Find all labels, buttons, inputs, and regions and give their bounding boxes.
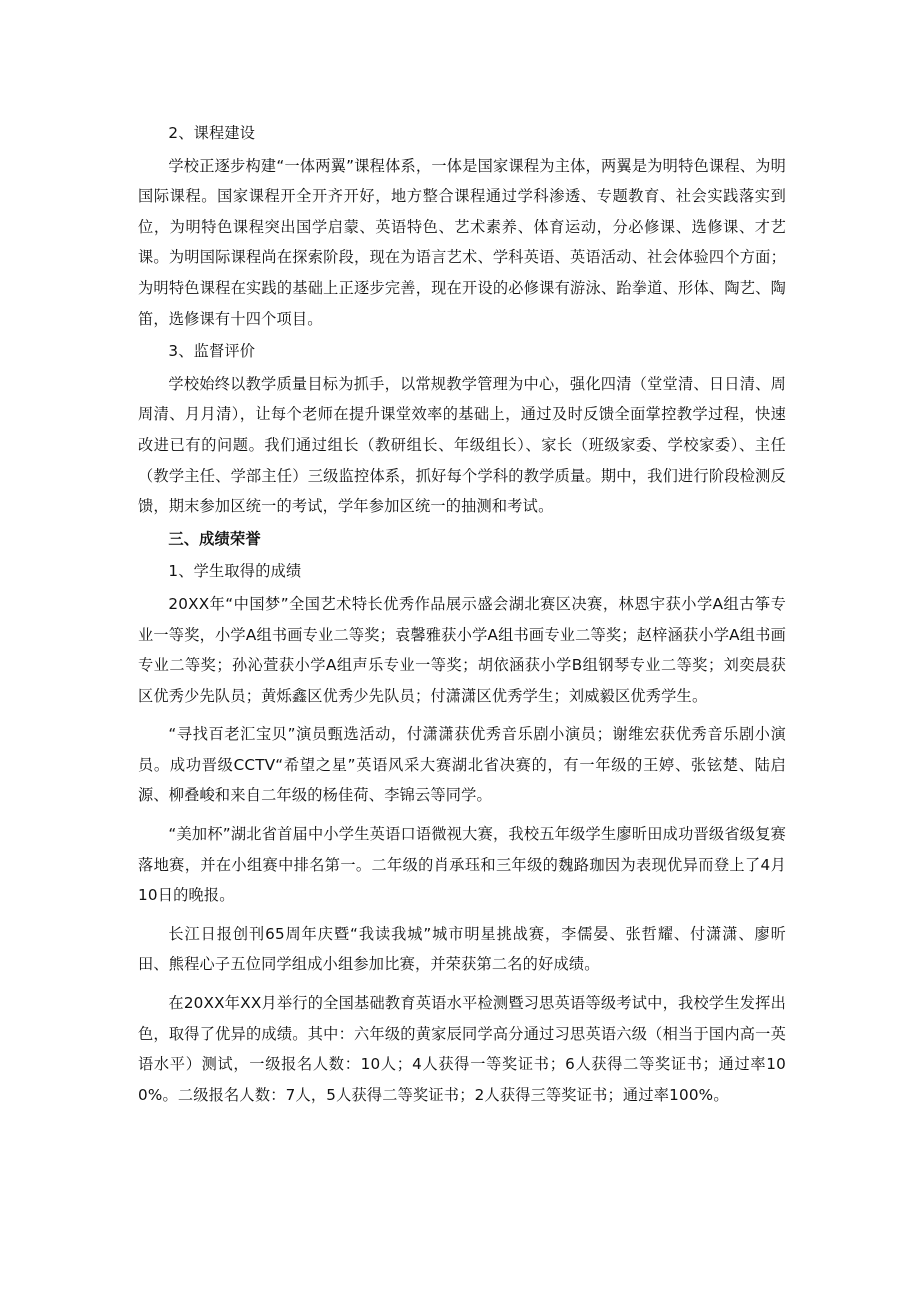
paragraph-broadway-cctv: “寻找百老汇宝贝”演员甄选活动，付潇潇获优秀音乐剧小演员；谢维宏获优秀音乐剧小演员。成功晋级CCTV“希望之星”英语风采大赛湖北省决赛的，有一年级的王婷、张铉楚、陆启源、柳叠峻和来自二年级的杨佳荷、李锦云等同学。 <box>138 725 786 805</box>
section-heading-student-achievements: 1、学生取得的成绩 <box>168 562 302 581</box>
section-heading-course-construction: 2、课程建设 <box>168 124 256 142</box>
paragraph-english-level-exam: 在20XX年XX月举行的全国基础教育英语水平检测暨习思英语等级考试中，我校学生发挥出色，取得了优异的成绩。其中：六年级的黄家辰同学高分通过习思英语六级（相当于国内高一英语水平）测试，一级报名人数：10人；4人获得一等奖证书；6人获得二等奖证书；通过率100%。二级报名人数：7人，5人获得二等奖证书；2人获得三等奖证书；通过率100%。 <box>138 994 786 1104</box>
paragraph-course-system: 学校正逐步构建“一体两翼”课程体系，一体是国家课程为主体，两翼是为明特色课程、为明国际课程。国家课程开全开齐开好，地方整合课程通过学科渗透、专题教育、社会实践落实到位，为明特色课程突出国学启蒙、英语特色、艺术素养、体育运动，分必修课、选修课、才艺课。为明国际课程尚在探索阶段，现在为语言艺术、学科英语、英语活动、社会体验四个方面；为明特色课程在实践的基础上正逐步完善，现在开设的必修课有游泳、跆拳道、形体、陶艺、陶笛，选修课有十四个项目。 <box>138 156 786 328</box>
document-page <box>138 118 786 1110</box>
section-heading-achievements: 三、成绩荣誉 <box>168 529 261 548</box>
paragraph-art-competition: 20XX年“中国梦”全国艺术特长优秀作品展示盛会湖北赛区决赛，林恩宇获小学A组古筝专业一等奖，小学A组书画专业二等奖；袁馨雅获小学A组书画专业二等奖；赵梓涵获小学A组书画专业二等奖；孙沁萱获小学A组声乐专业一等奖；胡依涵获小学B组钢琴专业二等奖；刘奕晨获区优秀少先队员；黄烁鑫区优秀少先队员；付潇潇区优秀学生；刘威毅区优秀学生。 <box>138 594 786 705</box>
paragraph-supervision: 学校始终以教学质量目标为抓手，以常规教学管理为中心，强化四清（堂堂清、日日清、周周清、月月清），让每个老师在提升课堂效率的基础上，通过及时反馈全面掌控教学过程，快速改进已有的问题。我们通过组长（教研组长、年级组长）、家长（班级家委、学校家委）、主任（教学主任、学部主任）三级监控体系，抓好每个学科的教学质量。期中，我们进行阶段检测反馈，期末参加区统一的考试，学年参加区统一的抽测和考试。 <box>138 374 786 516</box>
section-heading-supervision: 3、监督评价 <box>168 342 256 361</box>
paragraph-english-oral-contest: “美加杯”湖北省首届中小学生英语口语微视大赛，我校五年级学生廖昕田成功晋级省级复赛落地赛，并在小组赛中排名第一。二年级的肖承珏和三年级的魏路珈因为表现优异而登上了4月10日的晚报。 <box>138 825 786 905</box>
paragraph-changjiang-daily: 长江日报创刊65周年庆暨“我读我城”城市明星挑战赛，李儒晏、张哲耀、付潇潇、廖昕田、熊程心子五位同学组成小组参加比赛，并荣获第二名的好成绩。 <box>138 924 786 974</box>
